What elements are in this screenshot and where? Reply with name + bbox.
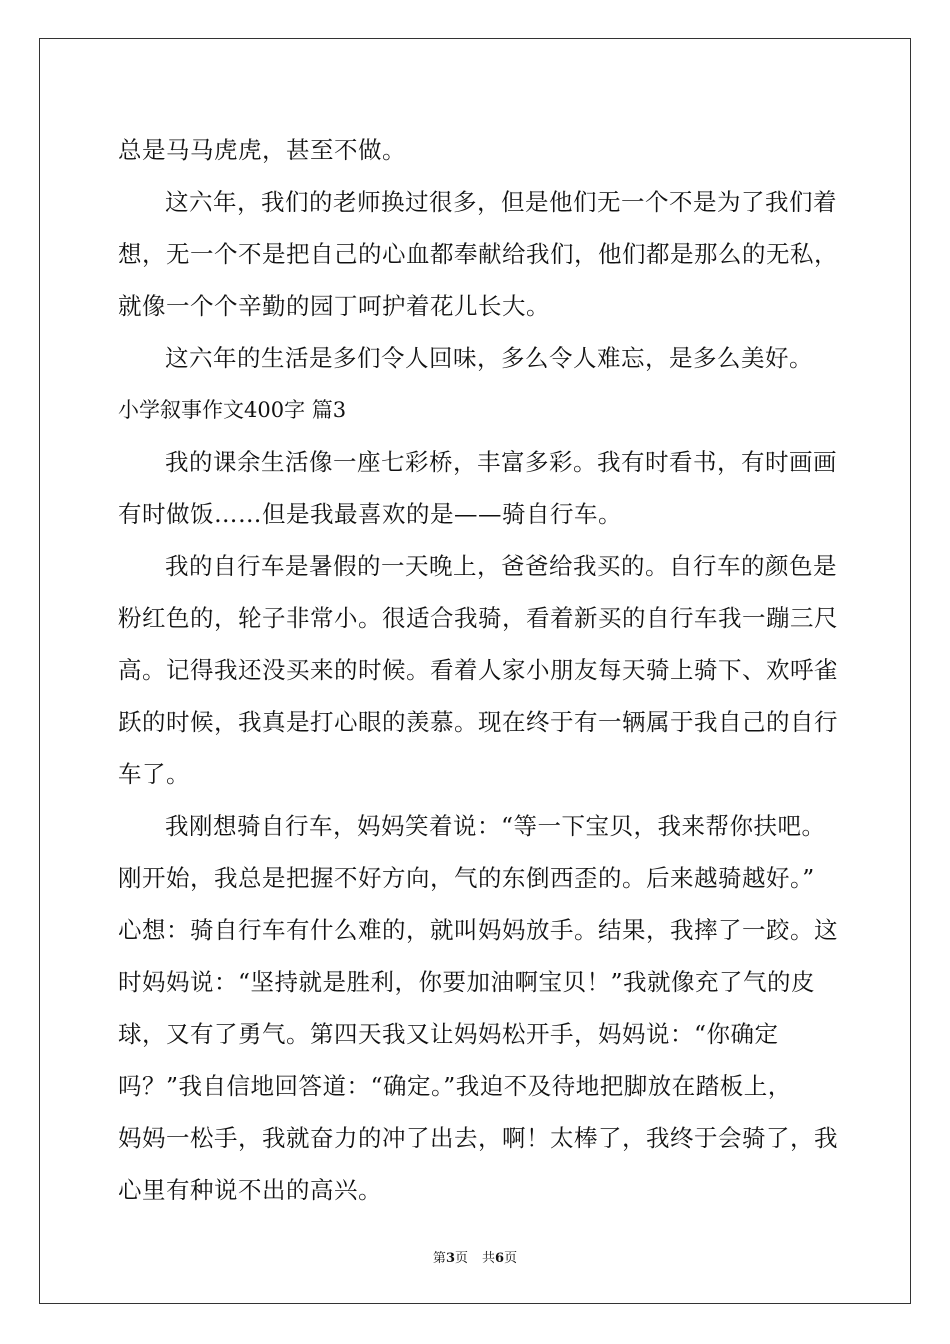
text-line: 跃的时候，我真是打心眼的羡慕。现在终于有一辆属于我自己的自行 <box>118 708 838 736</box>
paragraph-start-line: 这六年的生活是多们令人回味，多么令人难忘，是多么美好。 <box>165 344 813 372</box>
document-body <box>118 124 838 1216</box>
footer-total-suffix: 页 <box>504 1251 518 1266</box>
footer-prefix: 第 <box>432 1251 446 1266</box>
text-line: 总是马马虎虎，甚至不做。 <box>118 136 406 164</box>
current-page-number: 3 <box>445 1251 455 1266</box>
text-line: 妈妈一松手，我就奋力的冲了出去，啊！太棒了，我终于会骑了，我 <box>118 1124 838 1152</box>
paragraph-start-line: 我的课余生活像一座七彩桥，丰富多彩。我有时看书，有时画画 <box>165 448 837 476</box>
text-line: 心里有种说不出的高兴。 <box>118 1176 382 1204</box>
text-line: 球，又有了勇气。第四天我又让妈妈松开手，妈妈说：“你确定 <box>118 1020 779 1048</box>
footer-page-suffix: 页 <box>454 1251 468 1266</box>
text-line: 刚开始，我总是把握不好方向，气的东倒西歪的。后来越骑越好。” <box>118 864 815 892</box>
section-heading: 小学叙事作文400字 篇3 <box>118 398 347 422</box>
paragraph-start-line: 我的自行车是暑假的一天晚上，爸爸给我买的。自行车的颜色是 <box>165 552 837 580</box>
text-line: 粉红色的，轮子非常小。很适合我骑，看着新买的自行车我一蹦三尺 <box>118 604 838 632</box>
text-line: 有时做饭……但是我最喜欢的是——骑自行车。 <box>118 500 622 528</box>
paragraph-start-line: 我刚想骑自行车，妈妈笑着说：“等一下宝贝，我来帮你扶吧。 <box>165 812 826 840</box>
text-line: 想，无一个不是把自己的心血都奉献给我们，他们都是那么的无私， <box>118 240 838 268</box>
text-line: 就像一个个辛勤的园丁呵护着花儿长大。 <box>118 292 550 320</box>
text-line: 吗？”我自信地回答道：“确定。”我迫不及待地把脚放在踏板上， <box>118 1072 792 1100</box>
text-line: 时妈妈说：“坚持就是胜利，你要加油啊宝贝！”我就像充了气的皮 <box>118 968 816 996</box>
footer-total-prefix: 共 <box>482 1251 496 1266</box>
text-line: 心想：骑自行车有什么难的，就叫妈妈放手。结果，我摔了一跤。这 <box>118 916 838 944</box>
paragraph-start-line: 这六年，我们的老师换过很多，但是他们无一个不是为了我们着 <box>165 188 837 216</box>
total-page-count: 6 <box>495 1251 505 1266</box>
text-line: 车了。 <box>118 760 190 788</box>
text-line: 高。记得我还没买来的时候。看着人家小朋友每天骑上骑下、欢呼雀 <box>118 656 838 684</box>
page-footer <box>0 1247 950 1266</box>
